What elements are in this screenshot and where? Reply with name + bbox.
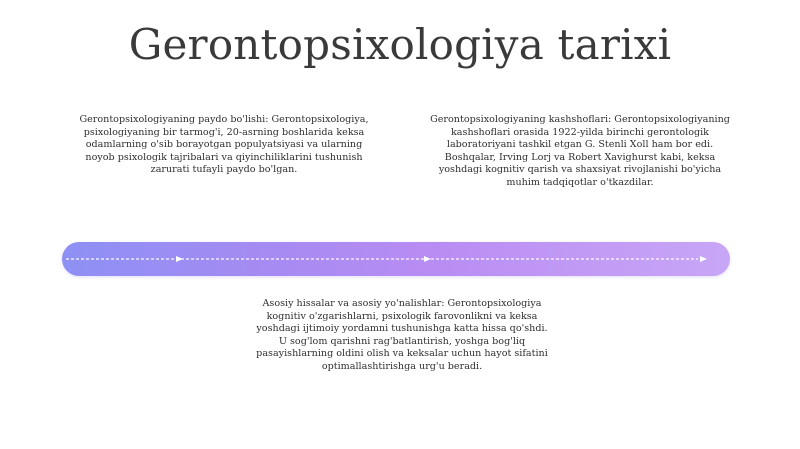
text-block-contributions: Asosiy hissalar va asosiy yo'nalishlar: Gerontopsixologiya kognitiv o'zgarishlarni, psixologik farovonlikni va keksa yoshdagi ijtimoiy yordamni tushunishga katta hissa qo'shdi. U sog'lom qarishni rag'batlantirish, yoshga bog'liq pasayishlarning oldini olish va keksalar uchun hayot sifatini optimallashtirishga urg'u beradi. <box>256 298 548 372</box>
text-block-pioneers: Gerontopsixologiyaning kashshoflari: Gerontopsixologiyaning kashshoflari orasida 1922-yilda birinchi gerontologik laboratoriyani tashkil etgan G. Stenli Xoll ham bor edi. Boshqalar, Irving Lorj va Robert Xavighurst kabi, keksa yoshdagi kognitiv qarish va shaxsiyat rivojlanishi bo'yicha muhim tadqiqotlar o'tkazdilar. <box>430 114 730 188</box>
timeline-arrow-1-icon <box>176 256 183 262</box>
timeline-bar <box>62 242 730 276</box>
text-block-origins: Gerontopsixologiyaning paydo bo'lishi: Gerontopsixologiya, psixologiyaning bir tarmog'i, 20-asrning boshlarida keksa odamlarning o'sib borayotgan populyatsiyasi va ularning noyob psixologik tajribalari va qiyinchiliklarini tushunish zarurati tufayli paydo bo'lgan. <box>79 114 369 176</box>
timeline-arrow-3-icon <box>700 256 707 262</box>
timeline-arrow-line <box>62 242 730 276</box>
slide-title: Gerontopsixologiya tarixi <box>128 20 672 69</box>
timeline-arrow-2-icon <box>424 256 431 262</box>
